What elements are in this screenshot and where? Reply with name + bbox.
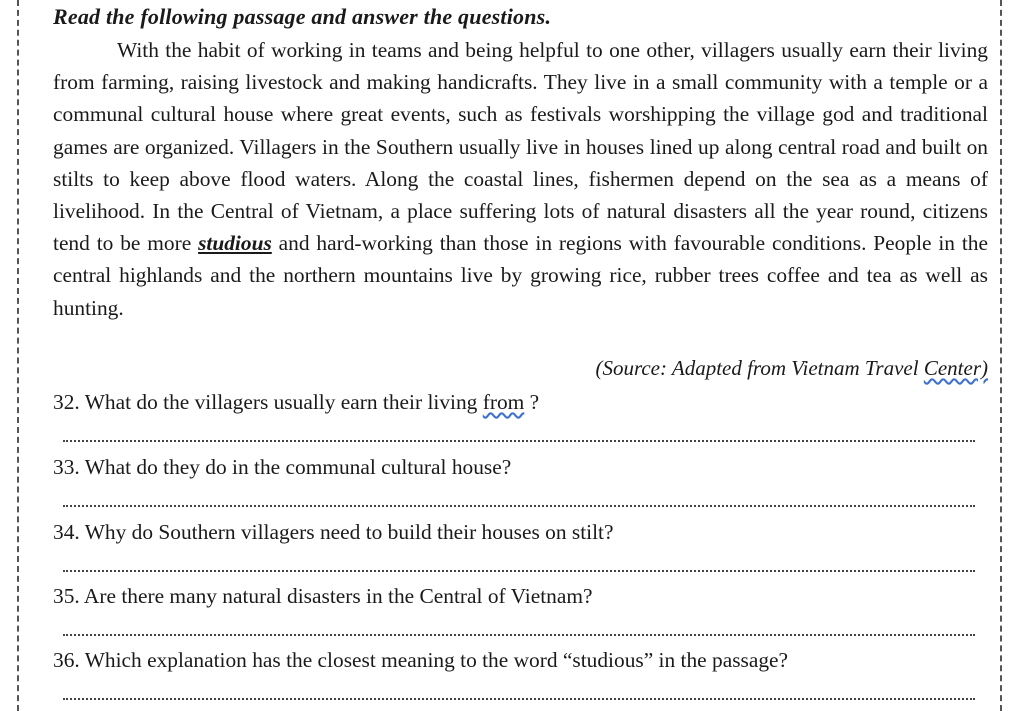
question-33 xyxy=(53,455,988,480)
answer-line[interactable] xyxy=(63,698,975,700)
question-text xyxy=(53,455,988,480)
question-36 xyxy=(53,648,988,673)
question-text xyxy=(53,520,988,545)
passage-text-part2: and hard-working than those in regions with favourable conditions. People in the central highlands and the northern mountains live by growing rice, rubber trees coffee and tea as well as hunting. xyxy=(53,231,989,320)
question-underlined: from xyxy=(482,390,525,414)
question-number: 35. xyxy=(53,584,80,608)
question-text xyxy=(53,648,988,673)
question-number: 34. xyxy=(53,520,80,544)
question-number: 32. xyxy=(53,390,80,414)
question-text xyxy=(53,584,988,609)
passage-keyword: studious xyxy=(198,231,272,256)
question-34 xyxy=(53,520,988,545)
question-text xyxy=(53,390,988,415)
answer-line[interactable] xyxy=(63,440,975,442)
answer-line[interactable] xyxy=(63,505,975,507)
question-number: 36. xyxy=(53,648,80,672)
page-border-right xyxy=(1000,0,1002,711)
question-end: ? xyxy=(524,390,540,414)
question-main: What do they do in the communal cultural house? xyxy=(84,455,512,479)
question-32 xyxy=(53,390,988,415)
answer-line[interactable] xyxy=(63,570,975,572)
question-number: 33. xyxy=(53,455,80,479)
source-underlined: Center) xyxy=(923,356,988,380)
reading-passage xyxy=(53,34,988,324)
source-prefix: (Source: Adapted from Vietnam Travel xyxy=(595,356,919,380)
question-35 xyxy=(53,584,988,609)
passage-text-part1: With the habit of working in teams and being helpful to one other, villagers usually earn their living from farming, raising livestock and making handicrafts. They live in a small community with a temple or a communal cultural house where great events, such as festivals worshipping the village god and traditional games are organized. Villagers in the Southern usually live in houses lined up along central road and built on stilts to keep above flood waters. Along the coastal lines, fishermen depend on the sea as a means of livelihood. In the Central of Vietnam, a place suffering lots of natural disasters all the year round, citizens tend to be more xyxy=(53,38,988,256)
instruction-heading: Read the following passage and answer the questions. xyxy=(53,4,552,29)
source-citation xyxy=(595,356,988,381)
question-main: Why do Southern villagers need to build their houses on stilt? xyxy=(84,520,614,544)
question-main: What do the villagers usually earn their living xyxy=(84,390,478,414)
answer-line[interactable] xyxy=(63,634,975,636)
page-border-left xyxy=(17,0,19,711)
question-main: Which explanation has the closest meaning to the word “studious” in the passage? xyxy=(84,648,789,672)
question-main: Are there many natural disasters in the Central of Vietnam? xyxy=(83,584,593,608)
